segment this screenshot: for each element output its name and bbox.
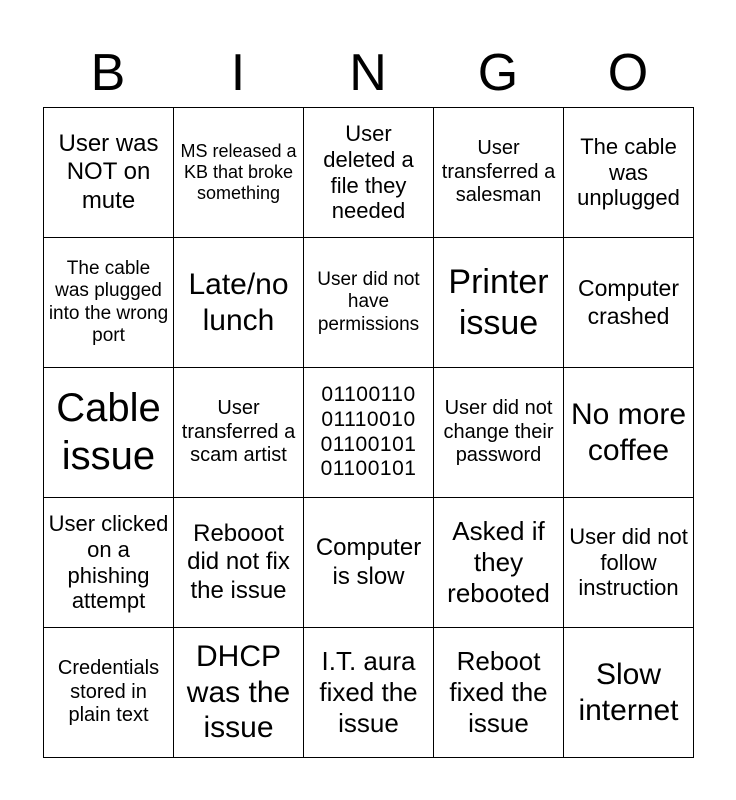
bingo-cell-r2c2[interactable]: Late/no lunch xyxy=(174,238,304,368)
bingo-cell-r2c5[interactable]: Computer crashed xyxy=(564,238,694,368)
bingo-row-5 xyxy=(44,628,694,758)
bingo-cell-r3c3[interactable]: 01100110 01110010 01100101 01100101 xyxy=(304,368,434,498)
bingo-cell-r5c4[interactable]: Reboot fixed the issue xyxy=(434,628,564,758)
bingo-row-3 xyxy=(44,368,694,498)
bingo-cell-r1c5[interactable]: The cable was unplugged xyxy=(564,108,694,238)
bingo-row-2 xyxy=(44,238,694,368)
bingo-card-grid xyxy=(43,107,694,758)
header-letter-i: I xyxy=(230,44,246,102)
bingo-cell-r2c1[interactable]: The cable was plugged into the wrong port xyxy=(44,238,174,368)
bingo-cell-r1c3[interactable]: User deleted a file they needed xyxy=(304,108,434,238)
bingo-cell-r5c5[interactable]: Slow internet xyxy=(564,628,694,758)
bingo-row-1 xyxy=(44,108,694,238)
bingo-cell-r4c3[interactable]: Computer is slow xyxy=(304,498,434,628)
bingo-cell-r1c4[interactable]: User transferred a salesman xyxy=(434,108,564,238)
bingo-cell-r1c1[interactable]: User was NOT on mute xyxy=(44,108,174,238)
bingo-cell-r4c5[interactable]: User did not follow instruction xyxy=(564,498,694,628)
bingo-row-4 xyxy=(44,498,694,628)
bingo-cell-r4c1[interactable]: User clicked on a phishing attempt xyxy=(44,498,174,628)
bingo-cell-r3c2[interactable]: User transferred a scam artist xyxy=(174,368,304,498)
bingo-cell-r3c4[interactable]: User did not change their password xyxy=(434,368,564,498)
header-letter-o: O xyxy=(607,44,649,102)
bingo-cell-r5c3[interactable]: I.T. aura fixed the issue xyxy=(304,628,434,758)
bingo-cell-r1c2[interactable]: MS released a KB that broke something xyxy=(174,108,304,238)
bingo-cell-r2c3[interactable]: User did not have permissions xyxy=(304,238,434,368)
bingo-header xyxy=(43,38,693,108)
bingo-cell-r3c1[interactable]: Cable issue xyxy=(44,368,174,498)
header-letter-g: G xyxy=(477,44,519,102)
bingo-cell-r2c4[interactable]: Printer issue xyxy=(434,238,564,368)
bingo-cell-r4c4[interactable]: Asked if they rebooted xyxy=(434,498,564,628)
bingo-cell-r4c2[interactable]: Rebooot did not fix the issue xyxy=(174,498,304,628)
header-letter-n: N xyxy=(349,44,387,102)
header-letter-b: B xyxy=(90,44,126,102)
bingo-cell-r5c1[interactable]: Credentials stored in plain text xyxy=(44,628,174,758)
bingo-cell-r5c2[interactable]: DHCP was the issue xyxy=(174,628,304,758)
bingo-cell-r3c5[interactable]: No more coffee xyxy=(564,368,694,498)
